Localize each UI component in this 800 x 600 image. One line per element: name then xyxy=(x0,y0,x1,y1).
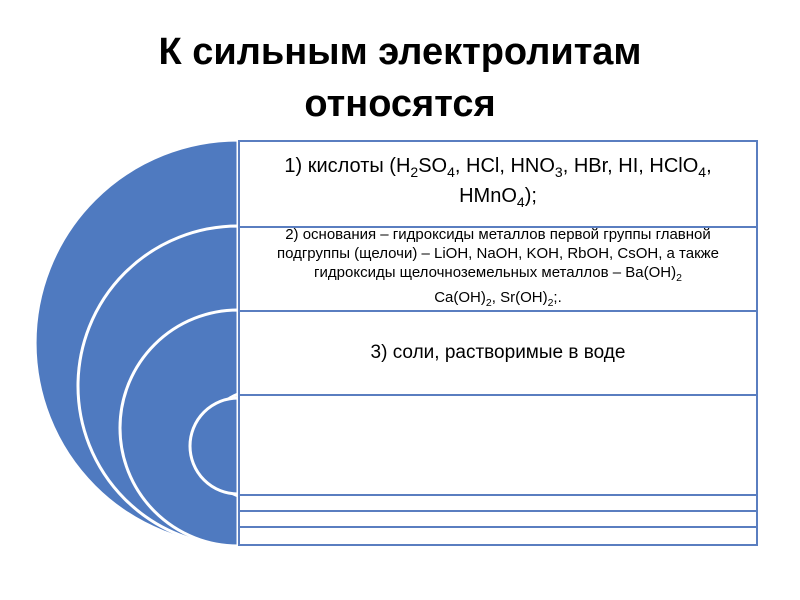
bases-line-2: подгруппы (щелочи) – LiOH, NaOH, KOH, RbOH, CsOH, а также xyxy=(276,245,720,262)
acid-formula-part-1: 2 xyxy=(410,164,419,180)
acid-formula-part-5: 3 xyxy=(554,164,563,180)
bases-line-1: 2) основания – гидроксиды металлов первой группы главной xyxy=(285,226,711,243)
title-line-2: относятся xyxy=(304,83,496,125)
acid-formula-part-2: SO xyxy=(418,155,448,177)
list-item-bases xyxy=(238,226,758,312)
bases-line-3: гидроксиды щелочноземельных металлов – $Ba(OH)_2$ xyxy=(314,264,682,284)
acids-formulas xyxy=(395,155,712,210)
bases-text xyxy=(267,225,729,313)
base-formula-part-0: Ca(OH) xyxy=(434,289,486,306)
acid-formula-part-0: H xyxy=(395,155,411,177)
base-formula-part-1: 2 xyxy=(485,297,492,309)
list-item-acids xyxy=(238,140,758,228)
base-formula-part-3: 2 xyxy=(547,297,554,309)
acid-formula-part-9: 4 xyxy=(516,194,525,210)
acid-formula-part-8: , HMnO xyxy=(459,155,712,207)
acid-formula-part-3: 4 xyxy=(447,164,455,180)
empty-row-4 xyxy=(238,526,758,546)
base-formula-part-4: ;. xyxy=(553,289,562,306)
acid-formula-part-4: , HCl, HNO xyxy=(454,155,555,177)
acids-text xyxy=(240,154,756,214)
title-line-1: К сильным электролитам xyxy=(158,31,642,73)
acid-formula-part-10: ); xyxy=(524,185,537,207)
acid-formula-part-7: 4 xyxy=(698,164,707,180)
acids-prefix: 1) кислоты ( xyxy=(284,155,396,177)
base-formula-part-2: , Sr(OH) xyxy=(491,289,548,306)
empty-row-1 xyxy=(238,394,758,496)
salts-text: 3) соли, растворимые в воде xyxy=(370,342,626,363)
list-item-salts xyxy=(238,310,758,396)
acid-formula-part-6: , HBr, HI, HClO xyxy=(562,155,699,177)
